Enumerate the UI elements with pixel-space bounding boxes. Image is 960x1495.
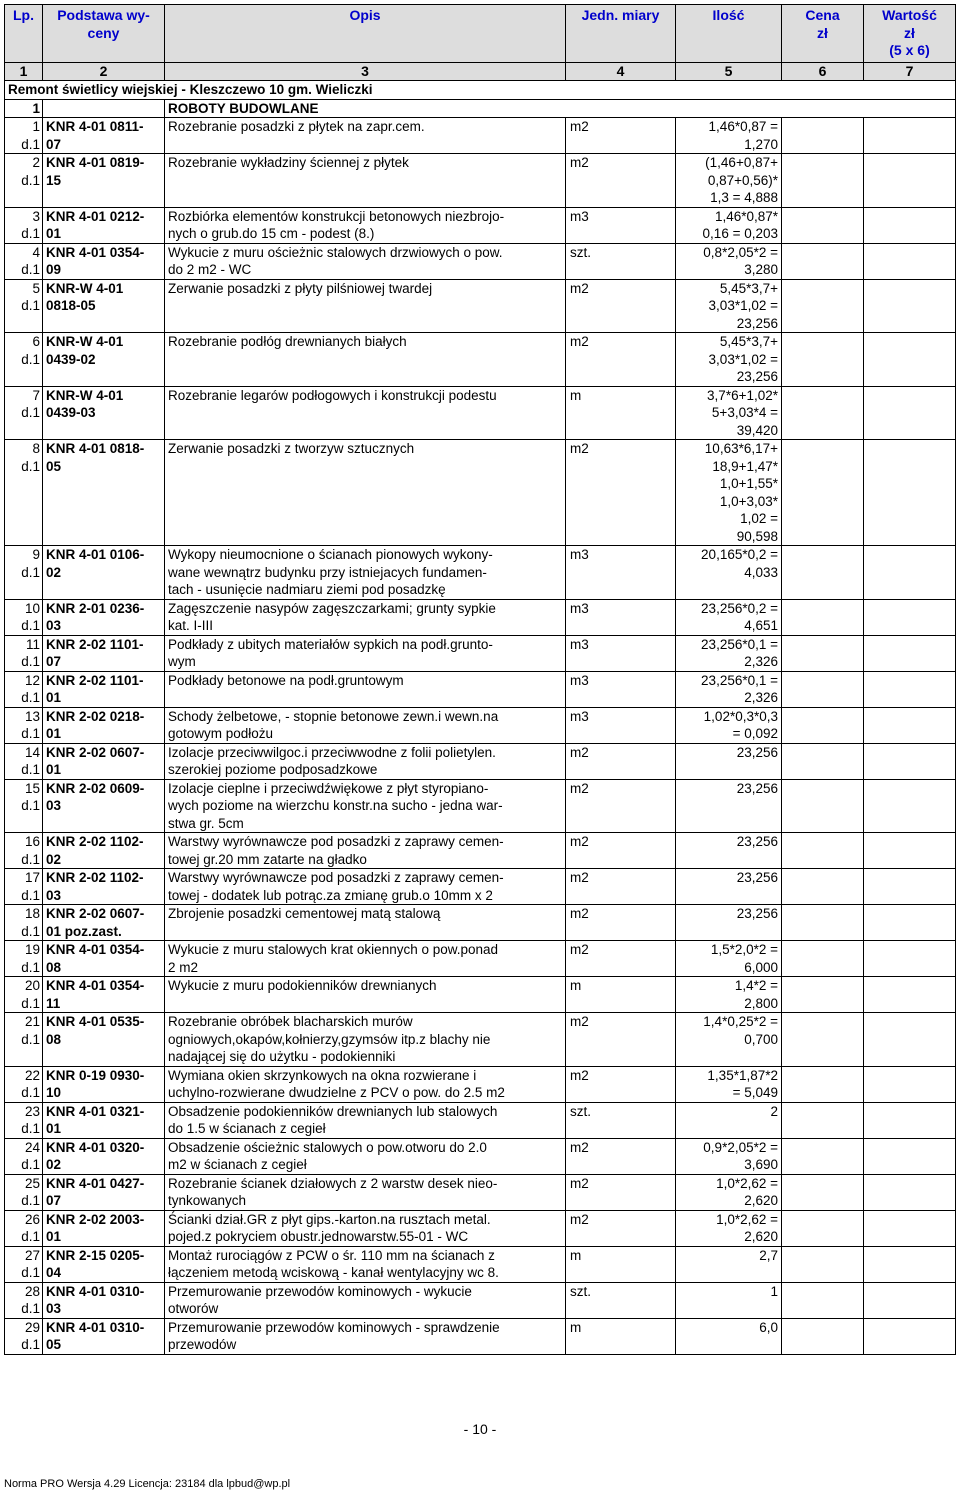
table-row — [5, 1282, 956, 1318]
item-quantity: 1,46*0,87* 0,16 = 0,203 — [676, 207, 782, 243]
item-price — [782, 1138, 864, 1174]
table-row — [5, 1013, 956, 1067]
item-lp: 1 d.1 — [5, 118, 43, 154]
table-row — [5, 154, 956, 208]
project-title: Remont świetlicy wiejskiej - Kleszczewo 10 gm. Wieliczki — [5, 81, 956, 100]
item-lp: 5 d.1 — [5, 279, 43, 333]
item-value — [864, 279, 956, 333]
item-lp: 26 d.1 — [5, 1210, 43, 1246]
item-unit: m2 — [566, 1210, 676, 1246]
item-quantity: 23,256*0,1 = 2,326 — [676, 635, 782, 671]
item-price — [782, 743, 864, 779]
item-value — [864, 1246, 956, 1282]
item-lp: 20 d.1 — [5, 977, 43, 1013]
item-price — [782, 1318, 864, 1354]
item-lp: 23 d.1 — [5, 1102, 43, 1138]
item-description: Wykopy nieumocnione o ścianach pionowych wykony- wane wewnątrz budynku przy istniejacych fundamen- tach - usunięcie nadmiaru ziemi pod posadzkę — [165, 546, 566, 600]
col-number: 4 — [566, 62, 676, 81]
item-description: Warstwy wyrównawcze pod posadzki z zaprawy cemen- towej - dodatek lub potrąc.za zmianę grub.o 10mm x 2 — [165, 869, 566, 905]
item-value — [864, 1210, 956, 1246]
item-quantity: 1,0*2,62 = 2,620 — [676, 1174, 782, 1210]
item-lp: 9 d.1 — [5, 546, 43, 600]
item-description: Obsadzenie podokienników drewnianych lub stalowych do 1.5 w ścianach z cegieł — [165, 1102, 566, 1138]
item-description: Warstwy wyrównawcze pod posadzki z zaprawy cemen- towej gr.20 mm zatarte na gładko — [165, 833, 566, 869]
item-value — [864, 1282, 956, 1318]
item-unit: m2 — [566, 279, 676, 333]
item-unit: m2 — [566, 941, 676, 977]
item-basis-code: KNR 2-01 0236- 03 — [43, 599, 165, 635]
item-basis-code: KNR 4-01 0535- 08 — [43, 1013, 165, 1067]
item-unit: m2 — [566, 905, 676, 941]
section-row — [5, 99, 956, 118]
item-price — [782, 243, 864, 279]
item-price — [782, 635, 864, 671]
item-value — [864, 1013, 956, 1067]
item-value — [864, 386, 956, 440]
table-row — [5, 1138, 956, 1174]
table-row — [5, 1102, 956, 1138]
table-row — [5, 977, 956, 1013]
item-basis-code: KNR 4-01 0310- 03 — [43, 1282, 165, 1318]
item-description: Wykucie z muru stalowych krat okiennych o pow.ponad 2 m2 — [165, 941, 566, 977]
table-row — [5, 1246, 956, 1282]
item-quantity: 0,9*2,05*2 = 3,690 — [676, 1138, 782, 1174]
item-basis-code: KNR 2-02 2003- 01 — [43, 1210, 165, 1246]
item-lp: 14 d.1 — [5, 743, 43, 779]
item-quantity: 0,8*2,05*2 = 3,280 — [676, 243, 782, 279]
item-unit: szt. — [566, 243, 676, 279]
item-basis-code: KNR-W 4-01 0439-03 — [43, 386, 165, 440]
item-lp: 8 d.1 — [5, 440, 43, 546]
table-row — [5, 333, 956, 387]
item-price — [782, 154, 864, 208]
page-number: - 10 - — [463, 1421, 497, 1437]
item-unit: m3 — [566, 671, 676, 707]
table-row — [5, 635, 956, 671]
item-quantity: 5,45*3,7+ 3,03*1,02 = 23,256 — [676, 279, 782, 333]
item-quantity: 1,02*0,3*0,3 = 0,092 — [676, 707, 782, 743]
header-lp: Lp. — [5, 5, 43, 63]
item-description: Izolacje cieplne i przeciwdźwiękowe z płyt styropiano- wych poziome na wierzchu konstr.na sucho - jedna war- stwa gr. 5cm — [165, 779, 566, 833]
item-price — [782, 599, 864, 635]
item-unit: m3 — [566, 599, 676, 635]
item-lp: 3 d.1 — [5, 207, 43, 243]
item-unit: m2 — [566, 1138, 676, 1174]
item-quantity: 1 — [676, 1282, 782, 1318]
item-description: Ścianki dział.GR z płyt gips.-karton.na rusztach metal. pojed.z pokryciem obustr.jednowarstw.55-01 - WC — [165, 1210, 566, 1246]
item-lp: 29 d.1 — [5, 1318, 43, 1354]
item-description: Rozebranie legarów podłogowych i konstrukcji podestu — [165, 386, 566, 440]
item-basis-code: KNR 4-01 0321- 01 — [43, 1102, 165, 1138]
col-number: 2 — [43, 62, 165, 81]
table-row — [5, 386, 956, 440]
table-row — [5, 869, 956, 905]
item-unit: m2 — [566, 154, 676, 208]
item-basis-code: KNR 4-01 0818- 05 — [43, 440, 165, 546]
table-row — [5, 243, 956, 279]
item-quantity: (1,46+0,87+ 0,87+0,56)* 1,3 = 4,888 — [676, 154, 782, 208]
item-quantity: 23,256 — [676, 779, 782, 833]
item-price — [782, 779, 864, 833]
header-quantity: Ilość — [676, 5, 782, 63]
item-basis-code: KNR 2-15 0205- 04 — [43, 1246, 165, 1282]
item-quantity: 20,165*0,2 = 4,033 — [676, 546, 782, 600]
table-row — [5, 546, 956, 600]
item-lp: 19 d.1 — [5, 941, 43, 977]
item-basis-code: KNR 2-02 0607- 01 poz.zast. — [43, 905, 165, 941]
col-number: 5 — [676, 62, 782, 81]
item-value — [864, 243, 956, 279]
item-basis-code: KNR 2-02 0609- 03 — [43, 779, 165, 833]
item-price — [782, 1210, 864, 1246]
item-description: Przemurowanie przewodów kominowych - wykucie otworów — [165, 1282, 566, 1318]
table-row — [5, 905, 956, 941]
item-unit: m3 — [566, 635, 676, 671]
item-quantity: 10,63*6,17+ 18,9+1,47* 1,0+1,55* 1,0+3,03* 1,02 = 90,598 — [676, 440, 782, 546]
item-basis-code: KNR 2-02 1102- 03 — [43, 869, 165, 905]
item-basis-code: KNR 4-01 0427- 07 — [43, 1174, 165, 1210]
item-basis-code: KNR 4-01 0310- 05 — [43, 1318, 165, 1354]
item-value — [864, 707, 956, 743]
item-price — [782, 1013, 864, 1067]
item-quantity: 1,5*2,0*2 = 6,000 — [676, 941, 782, 977]
item-value — [864, 118, 956, 154]
item-basis-code: KNR-W 4-01 0439-02 — [43, 333, 165, 387]
item-price — [782, 1282, 864, 1318]
item-description: Wykucie z muru podokienników drewnianych — [165, 977, 566, 1013]
item-basis-code: KNR 2-02 0607- 01 — [43, 743, 165, 779]
item-quantity: 1,4*2 = 2,800 — [676, 977, 782, 1013]
item-unit: m — [566, 977, 676, 1013]
item-price — [782, 1102, 864, 1138]
item-value — [864, 1138, 956, 1174]
item-lp: 28 d.1 — [5, 1282, 43, 1318]
item-price — [782, 707, 864, 743]
item-price — [782, 118, 864, 154]
item-unit: szt. — [566, 1282, 676, 1318]
item-quantity: 1,35*1,87*2 = 5,049 — [676, 1066, 782, 1102]
item-lp: 15 d.1 — [5, 779, 43, 833]
table-row — [5, 941, 956, 977]
project-title-row — [5, 81, 956, 100]
item-basis-code: KNR 2-02 1101- 01 — [43, 671, 165, 707]
table-row — [5, 779, 956, 833]
item-description: Rozbiórka elementów konstrukcji betonowych niezbrojo- nych o grub.do 15 cm - podest (8.) — [165, 207, 566, 243]
item-unit: m — [566, 386, 676, 440]
item-quantity: 23,256 — [676, 869, 782, 905]
item-lp: 7 d.1 — [5, 386, 43, 440]
item-description: Wymiana okien skrzynkowych na okna rozwierane i uchylno-rozwierane dwudzielne z PCV o pow. do 2.5 m2 — [165, 1066, 566, 1102]
section-title: ROBOTY BUDOWLANE — [165, 99, 956, 118]
item-description: Schody żelbetowe, - stopnie betonowe zewn.i wewn.na gotowym podłożu — [165, 707, 566, 743]
item-lp: 13 d.1 — [5, 707, 43, 743]
item-lp: 27 d.1 — [5, 1246, 43, 1282]
item-lp: 18 d.1 — [5, 905, 43, 941]
item-price — [782, 1174, 864, 1210]
column-numbers-row — [5, 62, 956, 81]
item-quantity: 1,46*0,87 = 1,270 — [676, 118, 782, 154]
item-value — [864, 905, 956, 941]
item-value — [864, 671, 956, 707]
item-price — [782, 386, 864, 440]
item-description: Rozebranie obróbek blacharskich murów ogniowych,okapów,kołnierzy,gzymsów itp.z blachy nie nadającej się do użytku - podokienniki — [165, 1013, 566, 1067]
item-description: Podkłady z ubitych materiałów sypkich na podł.grunto- wym — [165, 635, 566, 671]
item-description: Wykucie z muru ościeżnic stalowych drzwiowych o pow. do 2 m2 - WC — [165, 243, 566, 279]
item-quantity: 3,7*6+1,02* 5+3,03*4 = 39,420 — [676, 386, 782, 440]
item-unit: m2 — [566, 1013, 676, 1067]
item-basis-code: KNR 4-01 0212- 01 — [43, 207, 165, 243]
item-unit: m2 — [566, 333, 676, 387]
item-quantity: 5,45*3,7+ 3,03*1,02 = 23,256 — [676, 333, 782, 387]
item-quantity: 6,0 — [676, 1318, 782, 1354]
item-value — [864, 1174, 956, 1210]
col-number: 6 — [782, 62, 864, 81]
item-unit: m3 — [566, 207, 676, 243]
table-row — [5, 707, 956, 743]
item-unit: m3 — [566, 707, 676, 743]
item-lp: 25 d.1 — [5, 1174, 43, 1210]
item-value — [864, 635, 956, 671]
item-description: Rozebranie podłóg drewnianych białych — [165, 333, 566, 387]
table-row — [5, 1210, 956, 1246]
col-number: 3 — [165, 62, 566, 81]
item-basis-code: KNR 4-01 0819- 15 — [43, 154, 165, 208]
item-description: Rozebranie wykładziny ściennej z płytek — [165, 154, 566, 208]
item-basis-code: KNR 4-01 0354- 08 — [43, 941, 165, 977]
item-unit: m — [566, 1246, 676, 1282]
cost-estimate-table — [4, 4, 956, 1355]
item-quantity: 23,256 — [676, 905, 782, 941]
item-unit: m3 — [566, 546, 676, 600]
table-row — [5, 207, 956, 243]
item-quantity: 1,4*0,25*2 = 0,700 — [676, 1013, 782, 1067]
item-basis-code: KNR 2-02 1102- 02 — [43, 833, 165, 869]
item-description: Zagęszczenie nasypów zagęszczarkami; grunty sypkie kat. I-III — [165, 599, 566, 635]
item-basis-code: KNR 4-01 0320- 02 — [43, 1138, 165, 1174]
item-unit: szt. — [566, 1102, 676, 1138]
item-lp: 21 d.1 — [5, 1013, 43, 1067]
item-unit: m2 — [566, 779, 676, 833]
item-value — [864, 833, 956, 869]
item-unit: m2 — [566, 1174, 676, 1210]
cost-estimate-document — [4, 4, 955, 1355]
table-row — [5, 440, 956, 546]
table-row — [5, 1318, 956, 1354]
item-unit: m — [566, 1318, 676, 1354]
item-price — [782, 671, 864, 707]
header-unit: Jedn. miary — [566, 5, 676, 63]
item-price — [782, 941, 864, 977]
item-basis-code: KNR 4-01 0354- 11 — [43, 977, 165, 1013]
item-lp: 16 d.1 — [5, 833, 43, 869]
item-lp: 11 d.1 — [5, 635, 43, 671]
item-basis-code: KNR 2-02 1101- 07 — [43, 635, 165, 671]
item-value — [864, 1066, 956, 1102]
item-description: Izolacje przeciwwilgoc.i przeciwwodne z folii polietylen. szerokiej poziome podposadzkowe — [165, 743, 566, 779]
item-description: Rozebranie ścianek działowych z 2 warstw desek nieo- tynkowanych — [165, 1174, 566, 1210]
item-lp: 10 d.1 — [5, 599, 43, 635]
item-value — [864, 599, 956, 635]
item-value — [864, 743, 956, 779]
item-value — [864, 977, 956, 1013]
item-value — [864, 1102, 956, 1138]
item-description: Montaż rurociągów z PCW o śr. 110 mm na ścianach z łączeniem metodą wciskową - kanał wentylacyjny wc 8. — [165, 1246, 566, 1282]
item-description: Rozebranie posadzki z płytek na zapr.cem. — [165, 118, 566, 154]
item-value — [864, 546, 956, 600]
item-price — [782, 833, 864, 869]
item-unit: m2 — [566, 869, 676, 905]
item-price — [782, 1066, 864, 1102]
table-row — [5, 1066, 956, 1102]
item-value — [864, 207, 956, 243]
item-basis-code: KNR 2-02 0218- 01 — [43, 707, 165, 743]
item-quantity: 23,256 — [676, 743, 782, 779]
col-number: 7 — [864, 62, 956, 81]
item-unit: m2 — [566, 743, 676, 779]
table-row — [5, 671, 956, 707]
item-quantity: 2,7 — [676, 1246, 782, 1282]
item-lp: 17 d.1 — [5, 869, 43, 905]
item-quantity: 1,0*2,62 = 2,620 — [676, 1210, 782, 1246]
section-lp: 1 — [5, 99, 43, 118]
item-lp: 22 d.1 — [5, 1066, 43, 1102]
col-number: 1 — [5, 62, 43, 81]
item-value — [864, 779, 956, 833]
header-price: Cena zł — [782, 5, 864, 63]
item-price — [782, 905, 864, 941]
item-basis-code: KNR 4-01 0106- 02 — [43, 546, 165, 600]
item-price — [782, 207, 864, 243]
item-lp: 4 d.1 — [5, 243, 43, 279]
item-quantity: 23,256*0,1 = 2,326 — [676, 671, 782, 707]
footer-license: Norma PRO Wersja 4.29 Licencja: 23184 dla lpbud@wp.pl — [4, 1478, 291, 1490]
header-row — [5, 5, 956, 63]
table-row — [5, 118, 956, 154]
item-value — [864, 869, 956, 905]
item-description: Obsadzenie ościeżnic stalowych o pow.otworu do 2.0 m2 w ścianach z cegieł — [165, 1138, 566, 1174]
header-basis: Podstawa wy- ceny — [43, 5, 165, 63]
item-basis-code: KNR 4-01 0354- 09 — [43, 243, 165, 279]
item-price — [782, 279, 864, 333]
item-unit: m2 — [566, 833, 676, 869]
item-price — [782, 977, 864, 1013]
item-unit: m2 — [566, 118, 676, 154]
item-quantity: 23,256 — [676, 833, 782, 869]
item-basis-code: KNR 0-19 0930- 10 — [43, 1066, 165, 1102]
item-price — [782, 440, 864, 546]
item-price — [782, 546, 864, 600]
table-row — [5, 833, 956, 869]
item-price — [782, 1246, 864, 1282]
header-value: Wartość zł (5 x 6) — [864, 5, 956, 63]
item-description: Zerwanie posadzki z płyty pilśniowej twardej — [165, 279, 566, 333]
item-lp: 24 d.1 — [5, 1138, 43, 1174]
table-row — [5, 1174, 956, 1210]
item-quantity: 2 — [676, 1102, 782, 1138]
item-unit: m2 — [566, 440, 676, 546]
item-value — [864, 333, 956, 387]
table-row — [5, 279, 956, 333]
item-unit: m2 — [566, 1066, 676, 1102]
item-value — [864, 440, 956, 546]
item-quantity: 23,256*0,2 = 4,651 — [676, 599, 782, 635]
item-value — [864, 1318, 956, 1354]
item-description: Podkłady betonowe na podł.gruntowym — [165, 671, 566, 707]
item-price — [782, 333, 864, 387]
item-basis-code: KNR-W 4-01 0818-05 — [43, 279, 165, 333]
table-row — [5, 743, 956, 779]
header-description: Opis — [165, 5, 566, 63]
item-basis-code: KNR 4-01 0811- 07 — [43, 118, 165, 154]
item-lp: 2 d.1 — [5, 154, 43, 208]
item-description: Zbrojenie posadzki cementowej matą stalową — [165, 905, 566, 941]
item-lp: 12 d.1 — [5, 671, 43, 707]
item-value — [864, 941, 956, 977]
item-lp: 6 d.1 — [5, 333, 43, 387]
item-description: Zerwanie posadzki z tworzyw sztucznych — [165, 440, 566, 546]
item-value — [864, 154, 956, 208]
table-row — [5, 599, 956, 635]
item-price — [782, 869, 864, 905]
item-description: Przemurowanie przewodów kominowych - sprawdzenie przewodów — [165, 1318, 566, 1354]
